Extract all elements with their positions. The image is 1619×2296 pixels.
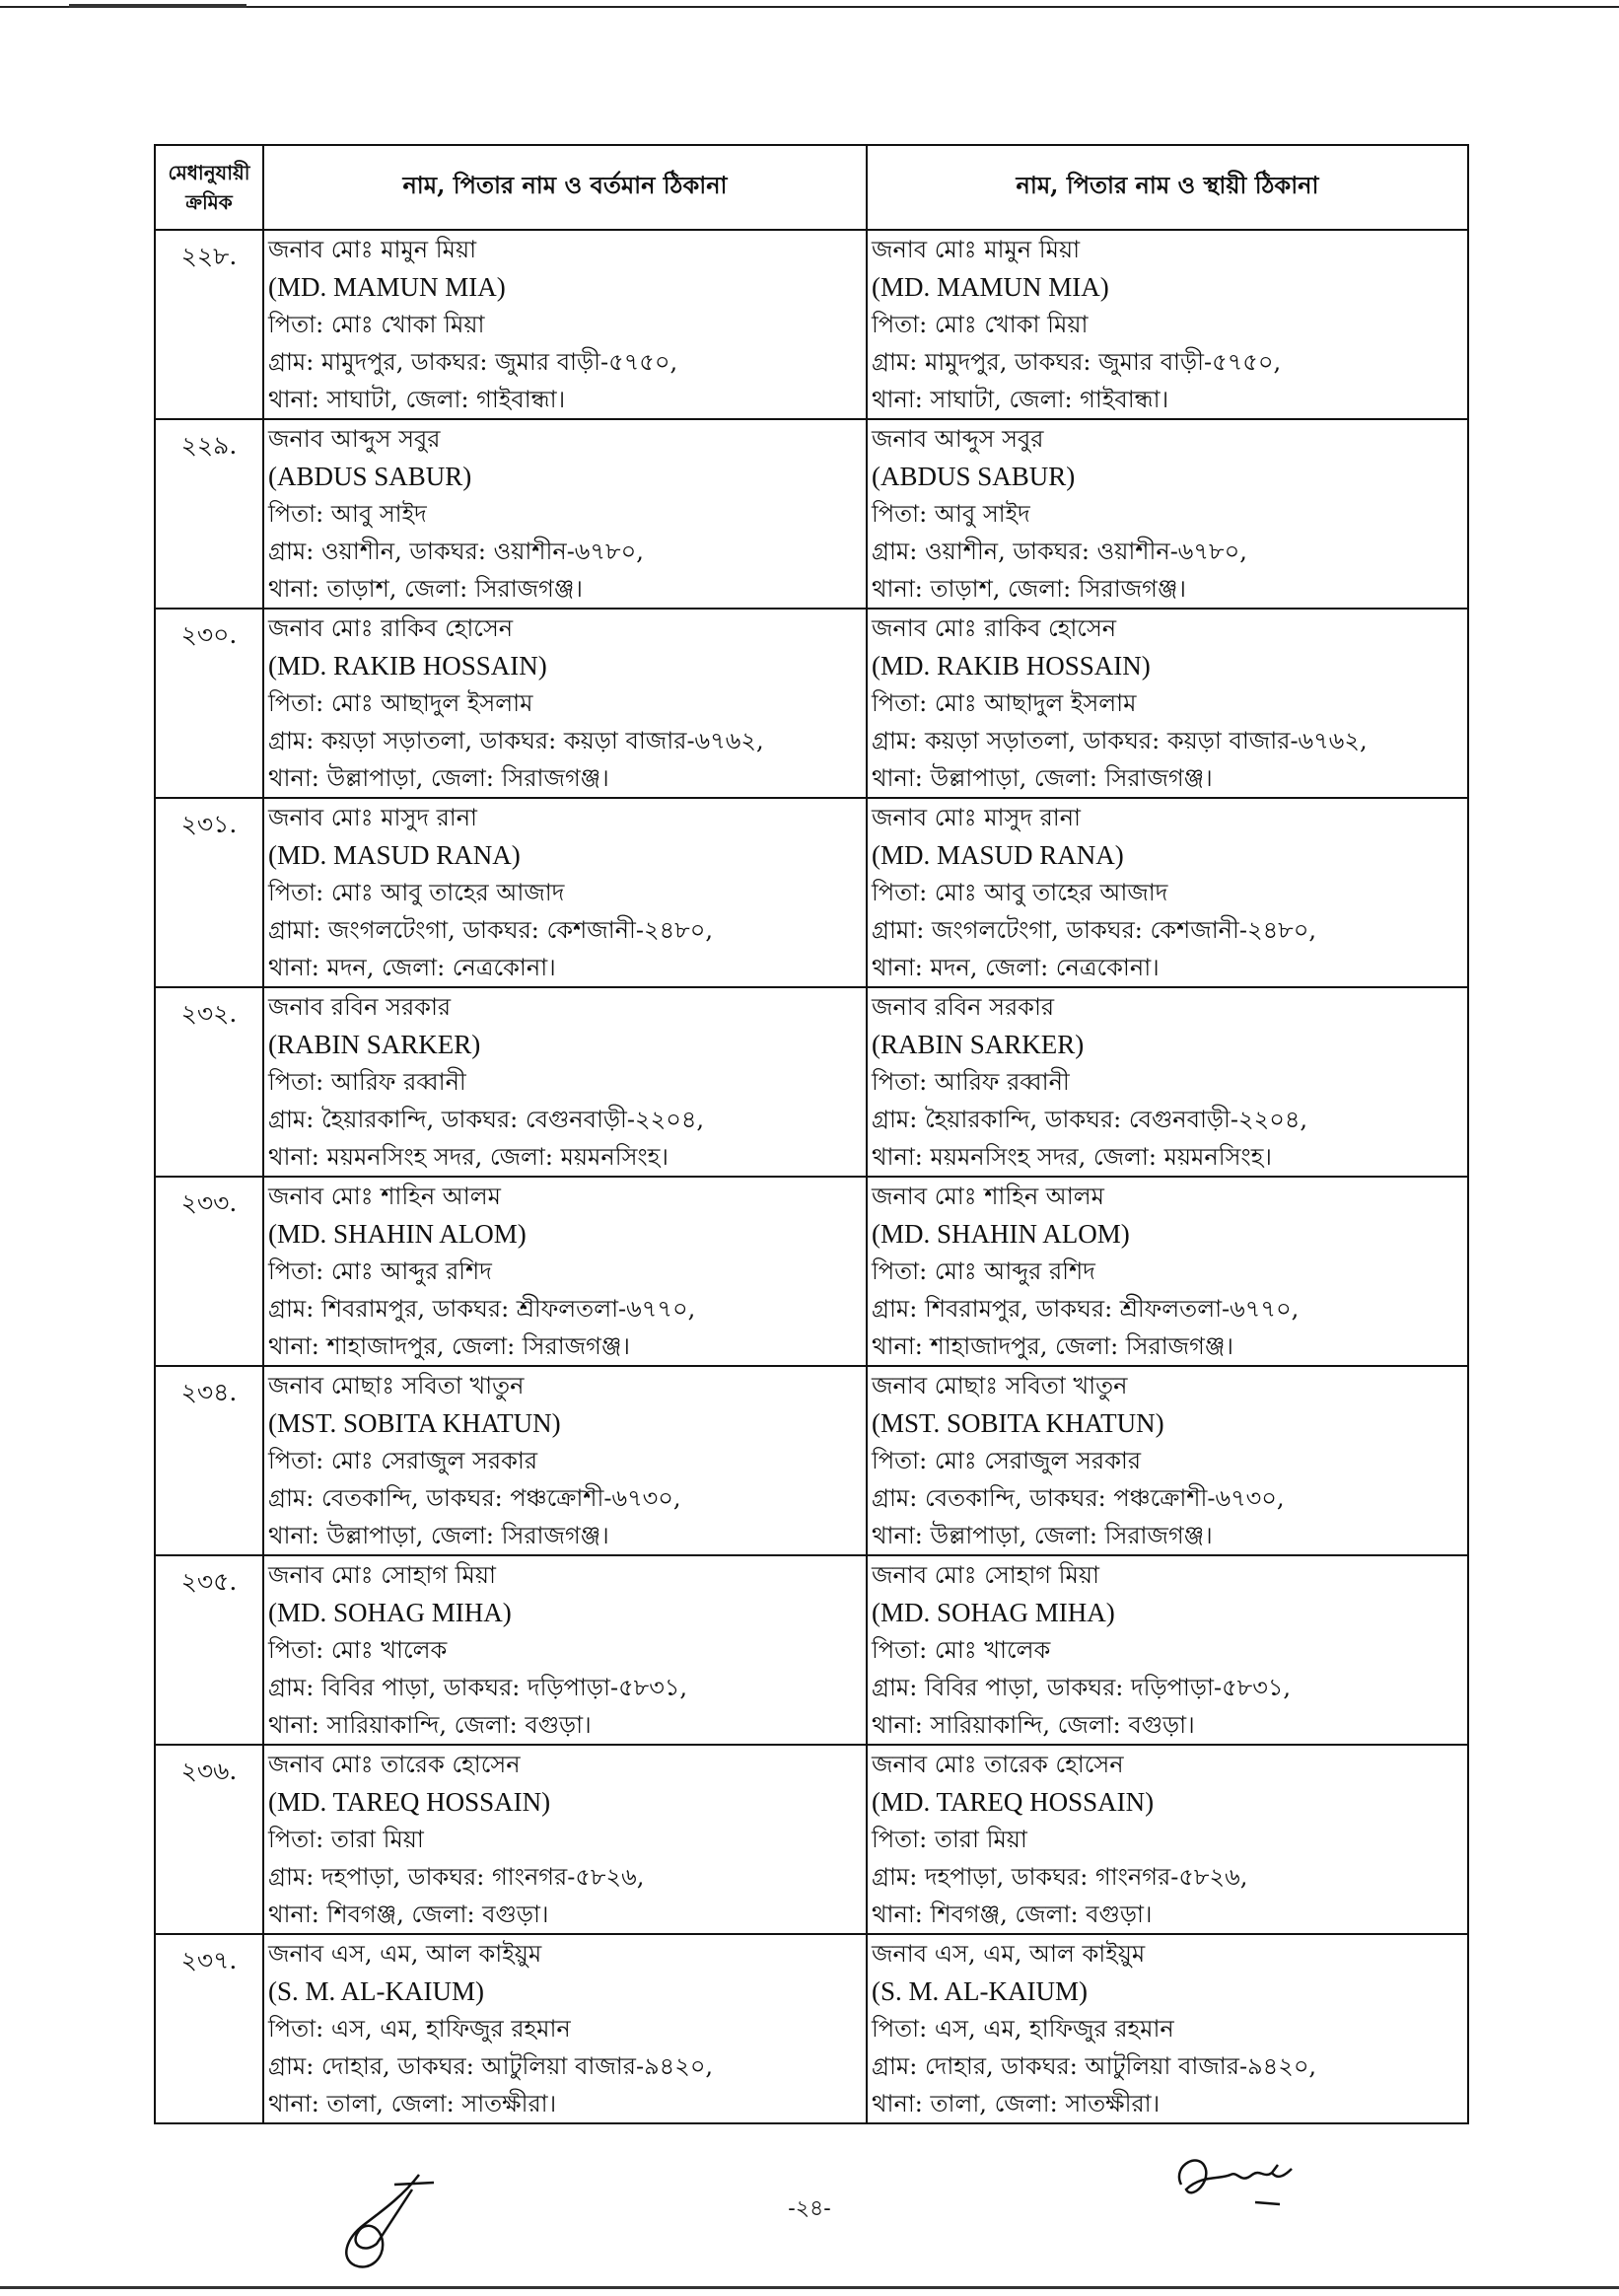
permanent-address-cell [867, 419, 1468, 609]
permanent-address-cell [867, 609, 1468, 798]
father-name: পিতা: আবু সাইদ [268, 500, 427, 528]
village-postoffice: গ্রাম: বেতকান্দি, ডাকঘর: পঞ্চক্রোশী-৬৭৩০, [872, 1484, 1285, 1512]
applicant-name-english: (MD. SOHAG MIHA) [268, 1598, 512, 1627]
serial-cell: ২২৮. [155, 230, 263, 419]
permanent-address-cell [867, 1177, 1468, 1366]
village-postoffice: গ্রাম: দহপাড়া, ডাকঘর: গাংনগর-৫৮২৬, [268, 1863, 645, 1891]
permanent-address-cell [867, 987, 1468, 1177]
village-postoffice: গ্রাম: কয়ড়া সড়াতলা, ডাকঘর: কয়ড়া বাজার-৬৭৬২, [872, 727, 1368, 754]
table-row [155, 1934, 1468, 2123]
serial-cell: ২৩৫. [155, 1555, 263, 1745]
header-present-address: নাম, পিতার নাম ও বর্তমান ঠিকানা [263, 145, 867, 230]
present-address-cell [263, 1366, 867, 1555]
applicant-name: জনাব মোঃ তারেক হোসেন [268, 1751, 521, 1778]
applicant-name: জনাব মোছাঃ সবিতা খাতুন [268, 1372, 525, 1399]
permanent-address-cell [867, 798, 1468, 987]
applicant-name-english: (MD. MAMUN MIA) [872, 272, 1109, 302]
applicant-name-english: (MD. SHAHIN ALOM) [872, 1219, 1130, 1249]
applicant-name-english: (RABIN SARKER) [872, 1030, 1085, 1059]
present-address-cell [263, 1934, 867, 2123]
thana-district: থানা: শাহাজাদপুর, জেলা: সিরাজগঞ্জ। [268, 1332, 630, 1360]
table-row [155, 1366, 1468, 1555]
applicant-name: জনাব মোঃ রাকিব হোসেন [268, 614, 514, 642]
father-name: পিতা: এস, এম, হাফিজুর রহমান [268, 2015, 571, 2043]
father-name: পিতা: মোঃ খোকা মিয়া [872, 311, 1089, 338]
village-postoffice: গ্রাম: বেতকান্দি, ডাকঘর: পঞ্চক্রোশী-৬৭৩০, [268, 1484, 681, 1512]
thana-district: থানা: সাঘাটা, জেলা: গাইবান্ধা। [268, 386, 566, 413]
applicant-name-english: (MD. MASUD RANA) [268, 840, 521, 870]
bottom-rule [0, 2286, 1619, 2289]
table-body [155, 230, 1468, 2123]
serial-cell: ২৩৪. [155, 1366, 263, 1555]
permanent-address-cell [867, 230, 1468, 419]
applicant-name: জনাব মোঃ সোহাগ মিয়া [872, 1561, 1099, 1589]
village-postoffice: গ্রাম: দোহার, ডাকঘর: আটুলিয়া বাজার-৯৪২০, [872, 2052, 1317, 2080]
thana-district: থানা: শাহাজাদপুর, জেলা: সিরাজগঞ্জ। [872, 1332, 1233, 1360]
header-serial: মেধানুযায়ী ক্রমিক [155, 145, 263, 230]
present-address-cell [263, 1555, 867, 1745]
present-address-cell [263, 1177, 867, 1366]
father-name: পিতা: এস, এম, হাফিজুর রহমান [872, 2015, 1174, 2043]
father-name: পিতা: মোঃ আছাদুল ইসলাম [872, 689, 1137, 717]
thana-district: থানা: উল্লাপাড়া, জেলা: সিরাজগঞ্জ। [872, 764, 1213, 792]
father-name: পিতা: মোঃ সেরাজুল সরকার [268, 1447, 538, 1474]
applicant-name: জনাব মোঃ মামুন মিয়া [268, 236, 477, 263]
father-name: পিতা: আরিফ রব্বানী [872, 1068, 1070, 1096]
village-postoffice: গ্রাম: শিবরামপুর, ডাকঘর: শ্রীফলতলা-৬৭৭০, [872, 1295, 1300, 1323]
permanent-address-cell [867, 1934, 1468, 2123]
village-postoffice: গ্রাম: শিবরামপুর, ডাকঘর: শ্রীফলতলা-৬৭৭০, [268, 1295, 696, 1323]
father-name: পিতা: আরিফ রব্বানী [268, 1068, 466, 1096]
applicant-name-english: (MD. SOHAG MIHA) [872, 1598, 1115, 1627]
applicant-name: জনাব আব্দুস সবুর [268, 425, 441, 453]
applicant-name-english: (ABDUS SABUR) [872, 462, 1076, 491]
table-row [155, 987, 1468, 1177]
applicant-name-english: (MD. MAMUN MIA) [268, 272, 506, 302]
serial-cell: ২৩০. [155, 609, 263, 798]
village-postoffice: গ্রাম: ওয়াশীন, ডাকঘর: ওয়াশীন-৬৭৮০, [268, 538, 644, 565]
applicant-name: জনাব আব্দুস সবুর [872, 425, 1044, 453]
applicant-name: জনাব মোঃ তারেক হোসেন [872, 1751, 1124, 1778]
thana-district: থানা: সাঘাটা, জেলা: গাইবান্ধা। [872, 386, 1169, 413]
merit-list-table [154, 144, 1469, 2124]
applicant-name-english: (MD. TAREQ HOSSAIN) [268, 1787, 551, 1817]
thana-district: থানা: ময়মনসিংহ সদর, জেলা: ময়মনসিংহ। [872, 1143, 1272, 1171]
applicant-name: জনাব মোঃ সোহাগ মিয়া [268, 1561, 496, 1589]
thana-district: থানা: উল্লাপাড়া, জেলা: সিরাজগঞ্জ। [268, 1522, 609, 1549]
signature-left [325, 2165, 454, 2278]
table-row [155, 419, 1468, 609]
village-postoffice: গ্রাম: বিবির পাড়া, ডাকঘর: দড়িপাড়া-৫৮৩১, [872, 1674, 1292, 1701]
applicant-name-english: (MD. RAKIB HOSSAIN) [268, 651, 547, 681]
applicant-name-english: (MD. MASUD RANA) [872, 840, 1124, 870]
applicant-name: জনাব মোঃ শাহিন আলম [268, 1183, 501, 1210]
father-name: পিতা: তারা মিয়া [268, 1826, 424, 1853]
page-number: -২৪- [788, 2196, 831, 2221]
thana-district: থানা: শিবগঞ্জ, জেলা: বগুড়া। [268, 1901, 549, 1928]
applicant-name-english: (MST. SOBITA KHATUN) [268, 1408, 561, 1438]
present-address-cell [263, 419, 867, 609]
father-name: পিতা: মোঃ সেরাজুল সরকার [872, 1447, 1142, 1474]
thana-district: থানা: উল্লাপাড়া, জেলা: সিরাজগঞ্জ। [872, 1522, 1213, 1549]
table-row [155, 609, 1468, 798]
top-rule-mark [69, 4, 246, 8]
father-name: পিতা: তারা মিয়া [872, 1826, 1027, 1853]
thana-district: থানা: ময়মনসিংহ সদর, জেলা: ময়মনসিংহ। [268, 1143, 669, 1171]
village-postoffice: গ্রাম: কয়ড়া সড়াতলা, ডাকঘর: কয়ড়া বাজার-৬৭৬২, [268, 727, 764, 754]
thana-district: থানা: তালা, জেলা: সাতক্ষীরা। [268, 2090, 557, 2117]
serial-cell: ২৩৭. [155, 1934, 263, 2123]
applicant-name-english: (MST. SOBITA KHATUN) [872, 1408, 1164, 1438]
permanent-address-cell [867, 1745, 1468, 1934]
thana-district: থানা: শিবগঞ্জ, জেলা: বগুড়া। [872, 1901, 1153, 1928]
present-address-cell [263, 230, 867, 419]
father-name: পিতা: মোঃ আব্দুর রশিদ [872, 1257, 1095, 1285]
present-address-cell [263, 987, 867, 1177]
table-row [155, 230, 1468, 419]
father-name: পিতা: মোঃ খালেক [268, 1636, 448, 1664]
applicant-name: জনাব এস, এম, আল কাইয়ুম [268, 1940, 542, 1968]
village-postoffice: গ্রাম: হৈয়ারকান্দি, ডাকঘর: বেগুনবাড়ী-২২০৪, [872, 1106, 1308, 1133]
father-name: পিতা: আবু সাইদ [872, 500, 1030, 528]
thana-district: থানা: মদন, জেলা: নেত্রকোনা। [872, 954, 1160, 981]
applicant-name-english: (ABDUS SABUR) [268, 462, 472, 491]
header-row [155, 145, 1468, 230]
applicant-name-english: (MD. SHAHIN ALOM) [268, 1219, 527, 1249]
thana-district: থানা: সারিয়াকান্দি, জেলা: বগুড়া। [268, 1711, 592, 1739]
serial-cell: ২৩২. [155, 987, 263, 1177]
applicant-name: জনাব রবিন সরকার [872, 993, 1055, 1021]
applicant-name: জনাব রবিন সরকার [268, 993, 452, 1021]
village-postoffice: গ্রাম: দহপাড়া, ডাকঘর: গাংনগর-৫৮২৬, [872, 1863, 1248, 1891]
applicant-name: জনাব মোঃ রাকিব হোসেন [872, 614, 1117, 642]
applicant-name-english: (MD. RAKIB HOSSAIN) [872, 651, 1151, 681]
table-row [155, 1745, 1468, 1934]
table-row [155, 1177, 1468, 1366]
village-postoffice: গ্রাম: দোহার, ডাকঘর: আটুলিয়া বাজার-৯৪২০, [268, 2052, 714, 2080]
signature-right [1161, 2145, 1329, 2224]
permanent-address-cell [867, 1555, 1468, 1745]
applicant-name-english: (S. M. AL-KAIUM) [268, 1976, 484, 2006]
serial-cell: ২৩৩. [155, 1177, 263, 1366]
father-name: পিতা: মোঃ আবু তাহের আজাদ [872, 879, 1168, 906]
applicant-name: জনাব মোঃ মাসুদ রানা [268, 804, 478, 831]
table-row [155, 1555, 1468, 1745]
applicant-name-english: (S. M. AL-KAIUM) [872, 1976, 1088, 2006]
serial-cell: ২৩৬. [155, 1745, 263, 1934]
table-row [155, 798, 1468, 987]
present-address-cell [263, 798, 867, 987]
thana-district: থানা: সারিয়াকান্দি, জেলা: বগুড়া। [872, 1711, 1195, 1739]
thana-district: থানা: তাড়াশ, জেলা: সিরাজগঞ্জ। [268, 575, 583, 603]
thana-district: থানা: মদন, জেলা: নেত্রকোনা। [268, 954, 556, 981]
father-name: পিতা: মোঃ খোকা মিয়া [268, 311, 485, 338]
thana-district: থানা: তালা, জেলা: সাতক্ষীরা। [872, 2090, 1161, 2117]
permanent-address-cell [867, 1366, 1468, 1555]
village-postoffice: গ্রামা: জংগলটেংগা, ডাকঘর: কেশজানী-২৪৮০, [872, 916, 1316, 944]
village-postoffice: গ্রাম: হৈয়ারকান্দি, ডাকঘর: বেগুনবাড়ী-২২০৪, [268, 1106, 705, 1133]
applicant-name-english: (RABIN SARKER) [268, 1030, 481, 1059]
applicant-name: জনাব মোঃ মাসুদ রানা [872, 804, 1082, 831]
father-name: পিতা: মোঃ আছাদুল ইসলাম [268, 689, 533, 717]
applicant-name: জনাব মোঃ মামুন মিয়া [872, 236, 1081, 263]
father-name: পিতা: মোঃ আবু তাহের আজাদ [268, 879, 565, 906]
present-address-cell [263, 609, 867, 798]
applicant-name: জনাব মোছাঃ সবিতা খাতুন [872, 1372, 1128, 1399]
father-name: পিতা: মোঃ খালেক [872, 1636, 1051, 1664]
thana-district: থানা: তাড়াশ, জেলা: সিরাজগঞ্জ। [872, 575, 1186, 603]
thana-district: থানা: উল্লাপাড়া, জেলা: সিরাজগঞ্জ। [268, 764, 609, 792]
village-postoffice: গ্রাম: মামুদপুর, ডাকঘর: জুমার বাড়ী-৫৭৫০, [872, 348, 1282, 376]
serial-cell: ২২৯. [155, 419, 263, 609]
village-postoffice: গ্রাম: মামুদপুর, ডাকঘর: জুমার বাড়ী-৫৭৫০, [268, 348, 678, 376]
applicant-name: জনাব মোঃ শাহিন আলম [872, 1183, 1104, 1210]
village-postoffice: গ্রাম: বিবির পাড়া, ডাকঘর: দড়িপাড়া-৫৮৩১, [268, 1674, 688, 1701]
header-permanent-address: নাম, পিতার নাম ও স্থায়ী ঠিকানা [867, 145, 1468, 230]
applicant-name: জনাব এস, এম, আল কাইয়ুম [872, 1940, 1146, 1968]
serial-cell: ২৩১. [155, 798, 263, 987]
village-postoffice: গ্রামা: জংগলটেংগা, ডাকঘর: কেশজানী-২৪৮০, [268, 916, 713, 944]
present-address-cell [263, 1745, 867, 1934]
father-name: পিতা: মোঃ আব্দুর রশিদ [268, 1257, 492, 1285]
village-postoffice: গ্রাম: ওয়াশীন, ডাকঘর: ওয়াশীন-৬৭৮০, [872, 538, 1247, 565]
applicant-name-english: (MD. TAREQ HOSSAIN) [872, 1787, 1155, 1817]
